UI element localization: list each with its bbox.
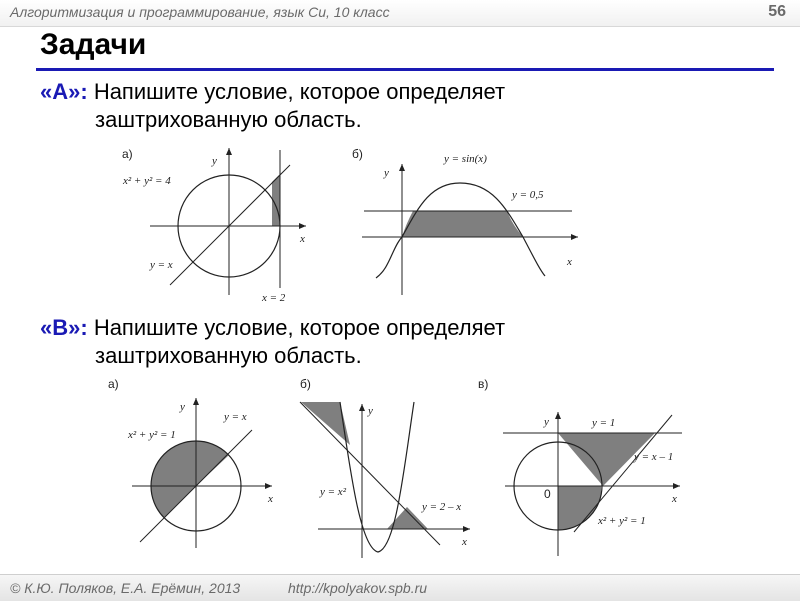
line-label: y = x <box>150 259 173 271</box>
line-label: y = x – 1 <box>634 451 674 463</box>
line-label: y = x <box>224 411 247 423</box>
figure-b-b-label: б) <box>300 377 311 391</box>
hline-label: y = 0,5 <box>512 189 544 201</box>
task-a-label: «А»: <box>40 79 88 104</box>
axis-x-label: x <box>300 233 305 245</box>
course-title: Алгоритмизация и программирование, язык Си, 10 класс <box>10 4 390 20</box>
task-a-line2: заштрихованную область. <box>95 107 362 132</box>
axis-x-label: x <box>462 536 467 548</box>
page-title: Задачи <box>40 28 147 61</box>
figure-b-a <box>108 377 273 548</box>
task-a-line1: Напишите условие, которое определяет <box>93 79 506 104</box>
axis-y-label: y <box>384 167 389 179</box>
circle-label: x² + y² = 4 <box>123 175 171 187</box>
task-b-line2: заштрихованную область. <box>95 343 362 368</box>
figure-b-c <box>478 377 682 556</box>
figure-b-a-label: а) <box>108 377 119 391</box>
axis-x-label: x <box>268 493 273 505</box>
axis-x-label: x <box>567 256 572 268</box>
axis-y-label: y <box>368 405 373 417</box>
task-b-line1: Напишите условие, которое определяет <box>93 315 506 340</box>
axis-y-label: y <box>212 155 217 167</box>
figure-b-b <box>300 377 470 558</box>
circle-label: x² + y² = 1 <box>128 429 176 441</box>
figure-a-b-label: б) <box>352 147 363 161</box>
parabola-label: y = x² <box>320 486 346 498</box>
vline-label: x = 2 <box>262 292 286 304</box>
footer-bar <box>0 574 800 601</box>
footer-url[interactable]: http://kpolyakov.spb.ru <box>288 580 428 596</box>
axis-y-label: y <box>544 416 549 428</box>
figure-b-c-label: в) <box>478 377 489 391</box>
task-b-label: «В»: <box>40 315 88 340</box>
figure-a-b <box>352 147 578 295</box>
axis-x-label: x <box>672 493 677 505</box>
slide-number: 56 <box>768 3 786 20</box>
figure-a-a <box>122 147 306 304</box>
origin-label: 0 <box>544 487 551 501</box>
figure-a-a-label: а) <box>122 147 133 161</box>
footer-copyright: © К.Ю. Поляков, Е.А. Ерёмин, 2013 <box>10 580 241 596</box>
line-label: y = 2 – x <box>422 501 462 513</box>
axis-y-label: y <box>180 401 185 413</box>
shaded-region <box>402 211 523 237</box>
line-y-eq-2-minus-x <box>300 402 440 545</box>
hline-label: y = 1 <box>592 417 616 429</box>
circle-label: x² + y² = 1 <box>598 515 646 527</box>
curve-label: y = sin(x) <box>444 153 487 165</box>
